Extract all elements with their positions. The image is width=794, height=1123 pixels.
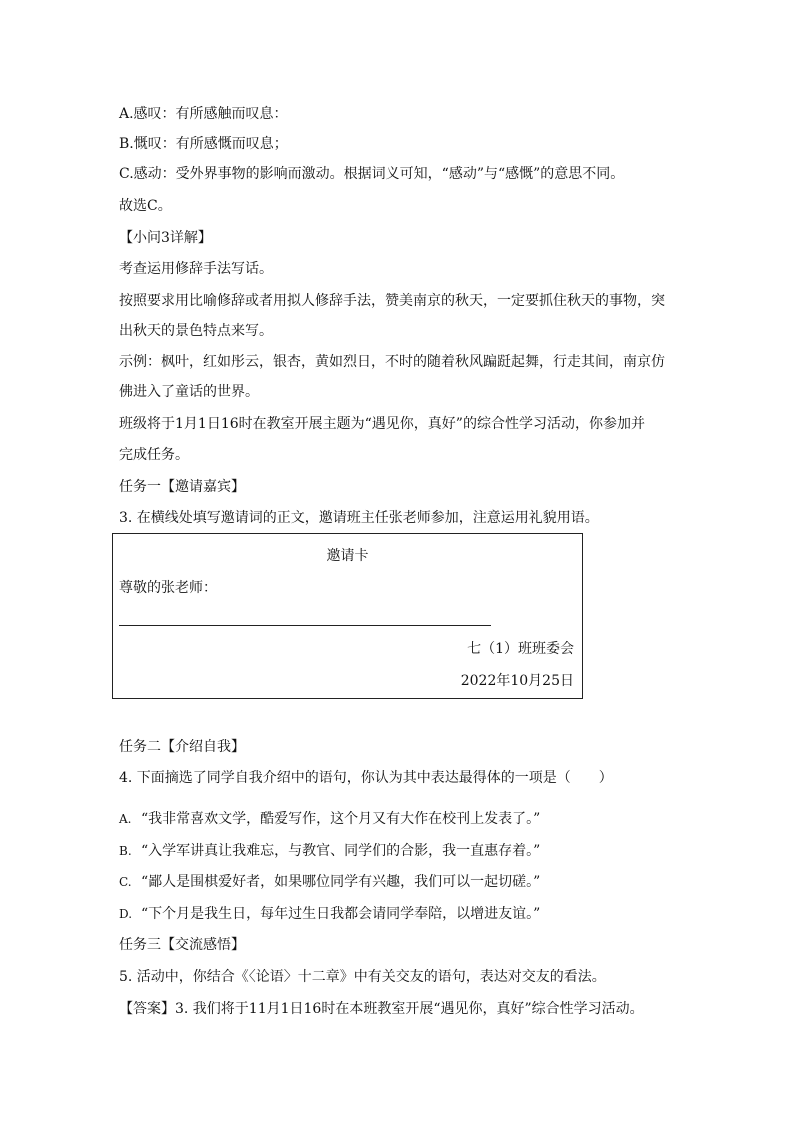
question-4-option-d xyxy=(119,904,540,924)
option-text: “入学军讲真让我难忘，与教官、同学们的合影，我一直惠存着。” xyxy=(141,843,541,859)
example-line-1: 示例：枫叶，红如彤云，银杏，黄如烈日，不时的随着秋风蹁跹起舞，行走其间，南京仿 xyxy=(119,354,665,370)
question-3: 3. 在横线处填写邀请词的正文，邀请班主任张老师参加，注意运用礼貌用语。 xyxy=(119,510,599,526)
invitation-card-title: 邀请卡 xyxy=(326,548,369,564)
example-line-2: 佛进入了童话的世界。 xyxy=(119,384,259,400)
option-letter: A. xyxy=(119,812,132,826)
answer-line: 【答案】3. 我们将于11月1日16时在本班教室开展“遇见你，真好”综合性学习活动。 xyxy=(119,1001,644,1017)
task-2-heading: 任务二【介绍自我】 xyxy=(119,739,245,755)
option-text: “我非常喜欢文学，酷爱写作，这个月又有大作在校刊上发表了。” xyxy=(141,811,541,827)
question-4-option-a xyxy=(119,809,540,829)
option-letter: D. xyxy=(119,907,133,921)
activity-intro-line-2: 完成任务。 xyxy=(119,447,189,463)
option-letter: B. xyxy=(119,844,132,858)
analysis-conclusion: 故选C。 xyxy=(119,198,172,214)
question-4: 4. 下面摘选了同学自我介绍中的语句，你认为其中表达最得体的一项是（ ） xyxy=(119,770,613,786)
subquestion-3-heading: 【小问3详解】 xyxy=(119,230,212,246)
activity-intro-line-1: 班级将于1月1日16时在教室开展主题为“遇见你，真好”的综合性学习活动，你参加并 xyxy=(119,416,645,432)
invitation-card-date: 2022年10月25日 xyxy=(460,673,574,689)
analysis-option-c: C.感动：受外界事物的影响而激动。根据词义可知，“感动”与“感慨”的意思不同。 xyxy=(119,166,625,182)
invitation-card-blank-line xyxy=(119,625,491,626)
invitation-card xyxy=(112,533,583,699)
invitation-card-greeting: 尊敬的张老师： xyxy=(119,580,217,596)
task-1-heading: 任务一【邀请嘉宾】 xyxy=(119,479,245,495)
subquestion-3-requirement-line-1: 按照要求用比喻修辞或者用拟人修辞手法，赞美南京的秋天，一定要抓住秋天的事物，突 xyxy=(119,293,665,309)
analysis-option-b: B.慨叹：有所感慨而叹息； xyxy=(119,136,288,152)
option-text: “鄙人是围棋爱好者，如果哪位同学有兴趣，我们可以一起切磋。” xyxy=(141,874,541,890)
subquestion-3-requirement-line-2: 出秋天的景色特点来写。 xyxy=(119,323,273,339)
question-4-option-c xyxy=(119,872,540,892)
analysis-option-a: A.感叹：有所感触而叹息： xyxy=(119,106,288,122)
option-text: “下个月是我生日，每年过生日我都会请同学奉陪，以增进友谊。” xyxy=(141,906,541,922)
option-letter: C. xyxy=(119,875,132,889)
subquestion-3-intro: 考查运用修辞手法写话。 xyxy=(119,261,273,277)
question-4-option-b xyxy=(119,841,540,861)
task-3-heading: 任务三【交流感悟】 xyxy=(119,937,245,953)
question-5: 5. 活动中，你结合《〈论语〉十二章》中有关交友的语句，表达对交友的看法。 xyxy=(119,969,606,985)
invitation-card-signature: 七（1）班班委会 xyxy=(467,641,574,657)
